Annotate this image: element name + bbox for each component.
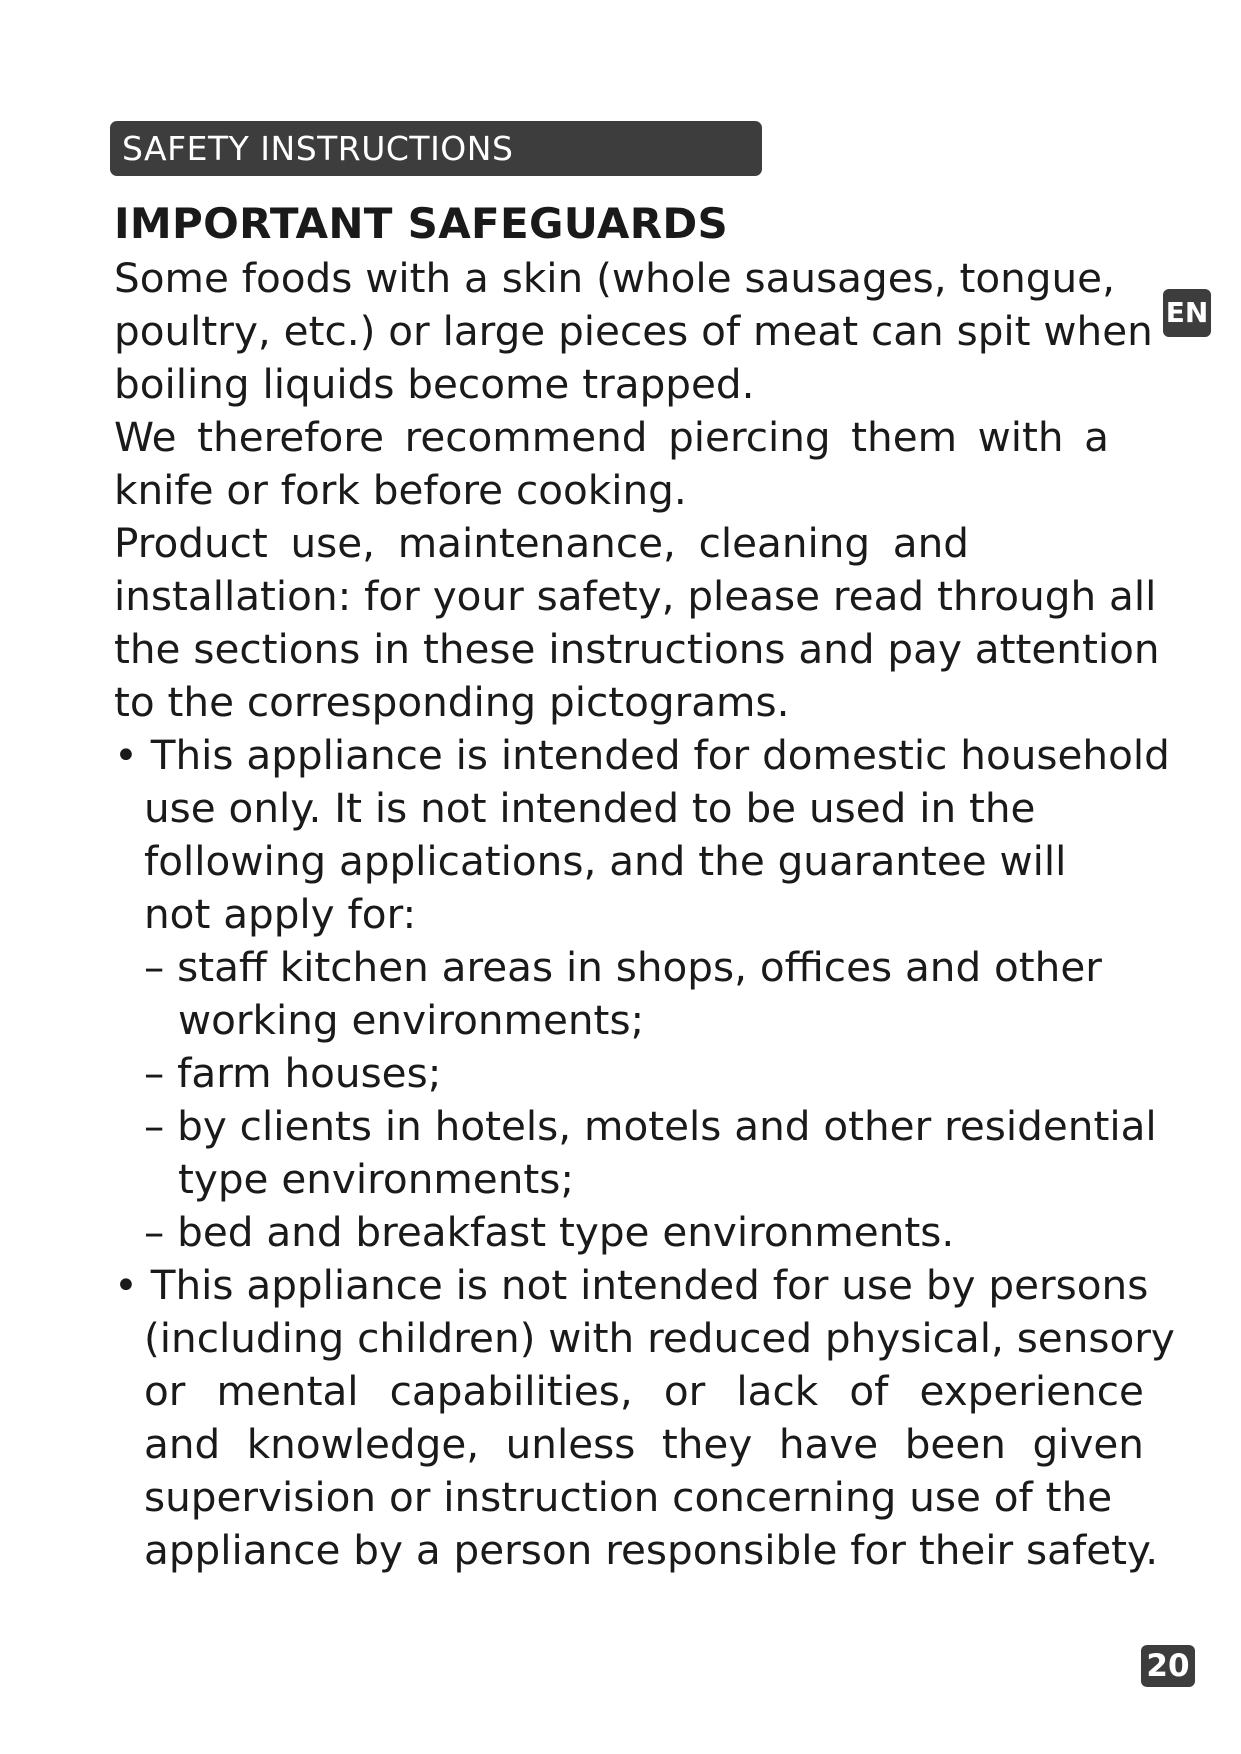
page-number-badge: 20 [1141,1645,1195,1687]
word: they [661,1420,753,1468]
word: Product [114,519,268,567]
word: therefore [197,413,385,461]
bullet-continuation: following applications, and the guarantee will [144,837,1067,885]
dash-text: by clients in hotels, motels and other residential [177,1102,1157,1150]
page-heading: IMPORTANT SAFEGUARDS [114,199,729,248]
bullet-continuation: appliance by a person responsible for their safety. [144,1526,1159,1574]
bullet-continuation-justified [114,1365,1184,1418]
dash-item-line [114,1100,1184,1153]
dash-marker: – [144,943,165,991]
dash-text: staff kitchen areas in shops, offices and other [177,943,1102,991]
bullet-text: This appliance is intended for domestic household [150,731,1170,779]
bullet-item-line [114,729,1184,782]
paragraph-line: knife or fork before cooking. [114,466,687,514]
safety-text-body [114,252,1184,1577]
word: piercing [668,413,831,461]
dash-item-line [114,1047,1184,1100]
dash-marker: – [144,1102,165,1150]
word: have [778,1420,879,1468]
dash-marker: – [144,1049,165,1097]
bullet-text: This appliance is not intended for use by persons [150,1261,1149,1309]
bullet-continuation: use only. It is not intended to be used in the [144,784,1036,832]
dash-item-line [114,1206,1184,1259]
word: with [977,413,1064,461]
bullet-item-line [114,1259,1184,1312]
word: and [144,1420,221,1468]
paragraph-line: to the corresponding pictograms. [114,678,790,726]
word: or [144,1367,186,1415]
bullet-marker: • [114,731,138,779]
bullet-continuation: (including children) with reduced physical, sensory [144,1314,1175,1362]
dash-text: farm houses; [177,1049,442,1097]
dash-continuation: working environments; [178,996,645,1044]
word: cleaning [698,519,871,567]
word: mental [216,1367,359,1415]
word: given [1032,1420,1144,1468]
word: knowledge, [246,1420,480,1468]
word: lack [736,1367,819,1415]
bullet-continuation-justified [114,1418,1184,1471]
word: them [851,413,958,461]
paragraph-line: boiling liquids become trapped. [114,360,755,408]
word: unless [505,1420,636,1468]
word: and [892,519,969,567]
paragraph-line: Some foods with a skin (whole sausages, tongue, [114,254,1115,302]
dash-marker: – [144,1208,165,1256]
word: experience [919,1367,1144,1415]
paragraph-line-justified [114,517,969,570]
word: been [904,1420,1006,1468]
word: recommend [404,413,648,461]
paragraph-line: the sections in these instructions and pay attention [114,625,1160,673]
word: of [849,1367,889,1415]
word: a [1084,413,1109,461]
word: or [663,1367,706,1415]
section-header-bar [110,121,762,176]
bullet-marker: • [114,1261,138,1309]
bullet-continuation: supervision or instruction concerning use of the [144,1473,1113,1521]
word: capabilities, [389,1367,633,1415]
dash-continuation: type environments; [178,1155,575,1203]
word: maintenance, [397,519,676,567]
language-tab: EN [1163,289,1211,337]
word: We [114,413,177,461]
paragraph-line: installation: for your safety, please read through all [114,572,1157,620]
section-title: SAFETY INSTRUCTIONS [122,129,514,168]
bullet-continuation: not apply for: [144,890,417,938]
dash-text: bed and breakfast type environments. [177,1208,955,1256]
paragraph-line: poultry, etc.) or large pieces of meat can spit when [114,307,1153,355]
paragraph-line-justified [114,411,1109,464]
dash-item-line [114,941,1184,994]
word: use, [290,519,376,567]
